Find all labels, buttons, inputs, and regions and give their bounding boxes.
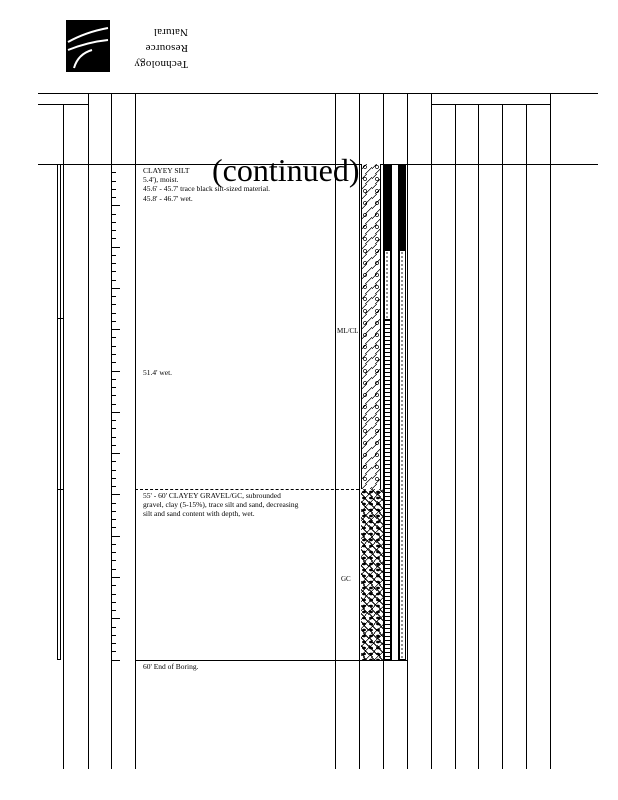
depth-tick: [112, 222, 116, 223]
depth-tick: [112, 585, 116, 586]
graphic-log-clayey-gravel: [361, 489, 383, 660]
depth-tick: [112, 321, 116, 322]
depth-tick: [112, 437, 116, 438]
depth-tick: [112, 486, 116, 487]
column-divider: [550, 93, 551, 769]
depth-tick: [112, 527, 116, 528]
depth-tick: [112, 280, 116, 281]
header-rule: [432, 104, 550, 105]
logo-line: Natural: [153, 26, 188, 38]
depth-tick: [112, 412, 120, 413]
layer-description: CLAYEY SILT 5.4'), moist. 45.6' - 45.7' trace black silt-sized material. 45.8' - 46.7' wet. 51.4' wet.: [143, 166, 271, 378]
depth-tick: [112, 577, 120, 578]
depth-tick: [112, 404, 116, 405]
uscs-symbol: GC: [341, 575, 351, 583]
depth-tick: [112, 172, 116, 173]
sample-bar-mark: [57, 318, 63, 319]
layer-description: 55' - 60' CLAYEY GRAVEL/GC, subrounded gravel, clay (5-15%), trace silt and sand, decreasing silt and sand content with depth, wet.: [143, 491, 299, 519]
depth-tick: [112, 643, 116, 644]
depth-tick: [112, 478, 116, 479]
depth-tick: [112, 560, 116, 561]
logo-mark: [66, 20, 110, 72]
sample-bar-mark: [57, 489, 63, 490]
depth-tick: [112, 395, 116, 396]
depth-tick: [112, 271, 116, 272]
depth-tick: [112, 189, 116, 190]
logo-line: Technology: [134, 58, 188, 70]
depth-tick: [112, 627, 116, 628]
column-divider: [135, 93, 136, 769]
column-divider: [407, 93, 408, 769]
header-rule: [38, 93, 598, 94]
depth-scale: [112, 164, 120, 660]
depth-tick: [112, 304, 116, 305]
uscs-symbol: ML/CL: [337, 327, 359, 335]
depth-tick: [112, 453, 120, 454]
depth-tick: [112, 197, 116, 198]
depth-tick: [112, 288, 120, 289]
depth-tick: [112, 255, 116, 256]
well-seal: [399, 164, 406, 250]
depth-tick: [112, 651, 116, 652]
depth-tick: [112, 602, 116, 603]
depth-tick: [112, 205, 120, 206]
depth-tick: [112, 494, 120, 495]
continued-stamp: (continued): [212, 152, 360, 188]
column-divider: [335, 93, 336, 769]
column-divider: [478, 104, 479, 769]
column-divider: [502, 104, 503, 769]
company-logo: [66, 20, 188, 72]
graphic-log-clayey-silt: [361, 164, 381, 489]
depth-tick: [112, 313, 116, 314]
column-divider: [359, 93, 360, 769]
column-divider: [88, 93, 89, 769]
depth-tick: [112, 618, 120, 619]
well-sand-pack: [399, 250, 406, 660]
depth-tick: [112, 660, 120, 661]
logo-wordmark: [114, 20, 188, 72]
depth-tick: [112, 594, 116, 595]
column-divider: [63, 104, 64, 769]
depth-tick: [112, 461, 116, 462]
depth-tick: [112, 420, 116, 421]
column-divider: [526, 104, 527, 769]
depth-tick: [112, 503, 116, 504]
depth-tick: [112, 337, 116, 338]
depth-tick: [112, 569, 116, 570]
column-divider: [455, 104, 456, 769]
depth-tick: [112, 354, 116, 355]
well-sand-pack: [384, 250, 391, 320]
boring-end-line: [135, 660, 407, 661]
depth-tick: [112, 536, 120, 537]
well-casing: [391, 164, 399, 660]
depth-tick: [112, 552, 116, 553]
column-divider: [431, 93, 432, 769]
depth-tick: [112, 610, 116, 611]
depth-tick: [112, 247, 120, 248]
depth-tick: [112, 387, 116, 388]
depth-tick: [112, 445, 116, 446]
depth-tick: [112, 346, 116, 347]
depth-tick: [112, 635, 116, 636]
depth-tick: [112, 329, 120, 330]
depth-tick: [112, 519, 116, 520]
depth-tick: [112, 214, 116, 215]
well-seal: [384, 164, 391, 250]
depth-tick: [112, 371, 120, 372]
depth-tick: [112, 263, 116, 264]
depth-tick: [112, 428, 116, 429]
end-of-boring-note: 60' End of Boring.: [143, 662, 199, 671]
depth-tick: [112, 379, 116, 380]
depth-tick: [112, 296, 116, 297]
logo-line: Resource: [145, 42, 188, 54]
well-screen: [384, 320, 391, 660]
depth-tick: [112, 470, 116, 471]
depth-tick: [112, 544, 116, 545]
depth-tick: [112, 164, 120, 165]
sample-bar: [57, 164, 61, 660]
depth-tick: [112, 230, 116, 231]
depth-tick: [112, 181, 116, 182]
depth-tick: [112, 511, 116, 512]
depth-tick: [112, 362, 116, 363]
depth-tick: [112, 238, 116, 239]
